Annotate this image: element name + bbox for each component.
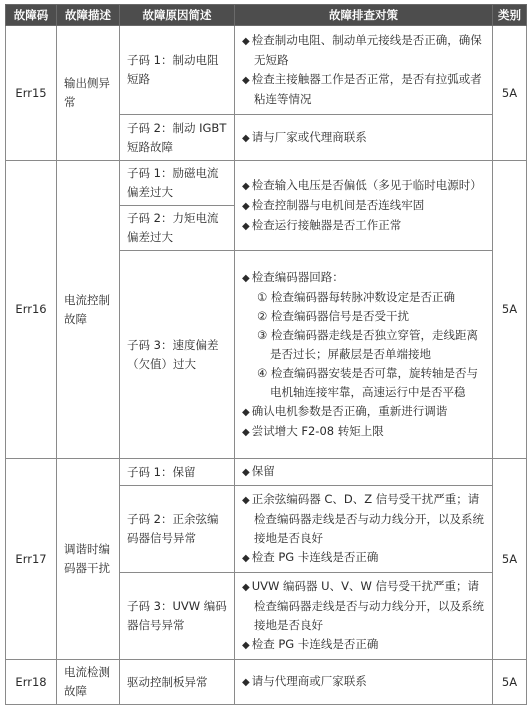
header-row — [6, 5, 527, 26]
fault-cause: 驱动控制板异常 — [120, 660, 235, 705]
bullet-icon: ◆ — [242, 582, 250, 593]
solution-subline: ④ 检查编码器安装是否可靠，旋转轴是否与电机轴连接牢靠，高速运行中是否平稳 — [257, 365, 478, 399]
solution-line: ◆ 检查输入电压是否偏低（多见于临时电源时） — [242, 177, 482, 192]
fault-code: Err18 — [6, 660, 57, 705]
bullet-icon: ◆ — [242, 36, 250, 47]
fault-table-container — [5, 4, 527, 705]
fault-cause: 子码 3：UVW 编码器信号异常 — [120, 573, 235, 660]
bullet-icon: ◆ — [242, 272, 250, 284]
bullet-icon: ◆ — [242, 406, 250, 418]
fault-desc: 电流控制故障 — [57, 161, 120, 459]
fault-category: 5A — [493, 26, 527, 161]
fault-desc: 调谐时编码器干扰 — [57, 459, 120, 660]
solution-line: ◆ 确认电机参数是否正确，重新进行调谐 — [242, 403, 448, 418]
fault-solution — [235, 251, 493, 459]
fault-solution — [235, 486, 493, 573]
solution-subline: ① 检查编码器每转脉冲数设定是否正确 — [257, 289, 455, 304]
fault-category: 5A — [493, 459, 527, 660]
solution-line: ◆ 请与代理商或厂家联系 — [242, 674, 367, 688]
solution-line: ◆ 正余弦编码器 C、D、Z 信号受干扰严重；请检查编码器走线是否与动力线分开，以及系统接地是否良好 — [242, 492, 484, 545]
header-desc: 故障描述 — [57, 5, 120, 26]
header-solution: 故障排查对策 — [235, 5, 493, 26]
bullet-icon: ◆ — [242, 200, 250, 212]
solution-subline: ③ 检查编码器走线是否独立穿管，走线距离是否过长；屏蔽层是否单端接地 — [257, 327, 478, 361]
bullet-icon: ◆ — [242, 677, 250, 688]
fault-cause: 子码 2：正余弦编码器信号异常 — [120, 486, 235, 573]
bullet-icon: ◆ — [242, 495, 250, 506]
solution-line: ◆ 检查 PG 卡连线是否正确 — [242, 637, 379, 651]
solution-line: ◆ 检查编码器回路： — [242, 269, 344, 284]
table-row — [6, 161, 527, 206]
fault-solution — [235, 26, 493, 115]
solution-line: ◆ 检查控制器与电机间是否连线牢固 — [242, 197, 425, 212]
fault-solution — [235, 459, 493, 486]
solution-line: ◆ UVW 编码器 U、V、W 信号受干扰严重；请检查编码器走线是否与动力线分开，以及系统接地是否良好 — [242, 579, 484, 632]
bullet-icon: ◆ — [242, 220, 250, 232]
fault-table — [5, 4, 527, 705]
fault-cause: 子码 1：励磁电流偏差过大 — [120, 161, 235, 206]
bullet-icon: ◆ — [242, 426, 250, 438]
fault-solution — [235, 161, 493, 251]
fault-solution — [235, 115, 493, 161]
fault-desc: 输出侧异常 — [57, 26, 120, 161]
header-code: 故障码 — [6, 5, 57, 26]
solution-line: ◆ 检查主接触器工作是否正常，是否有拉弧或者粘连等情况 — [242, 72, 482, 106]
table-row — [6, 660, 527, 705]
bullet-icon: ◆ — [242, 553, 250, 564]
solution-line: ◆ 请与厂家或代理商联系 — [242, 129, 367, 144]
solution-line: ◆ 检查 PG 卡连线是否正确 — [242, 550, 379, 564]
table-row — [6, 459, 527, 486]
fault-solution — [235, 660, 493, 705]
fault-cause: 子码 1：制动电阻短路 — [120, 26, 235, 115]
fault-code: Err17 — [6, 459, 57, 660]
header-cause: 故障原因简述 — [120, 5, 235, 26]
fault-solution — [235, 573, 493, 660]
solution-line: ◆ 保留 — [242, 464, 275, 478]
bullet-icon: ◆ — [242, 132, 250, 144]
solution-line: ◆ 检查运行接触器是否工作正常 — [242, 217, 402, 232]
fault-category: 5A — [493, 660, 527, 705]
solution-line: ◆ 尝试增大 F2-08 转矩上限 — [242, 423, 384, 438]
header-category: 类别 — [493, 5, 527, 26]
bullet-icon: ◆ — [242, 640, 250, 651]
fault-desc: 电流检测故障 — [57, 660, 120, 705]
fault-cause: 子码 2：力矩电流偏差过大 — [120, 206, 235, 251]
bullet-icon: ◆ — [242, 75, 250, 86]
fault-cause: 子码 3：速度偏差（欠值）过大 — [120, 251, 235, 459]
fault-code: Err15 — [6, 26, 57, 161]
fault-category: 5A — [493, 161, 527, 459]
fault-cause: 子码 1：保留 — [120, 459, 235, 486]
table-row — [6, 26, 527, 115]
fault-cause: 子码 2：制动 IGBT 短路故障 — [120, 115, 235, 161]
fault-code: Err16 — [6, 161, 57, 459]
bullet-icon: ◆ — [242, 467, 250, 478]
bullet-icon: ◆ — [242, 180, 250, 192]
solution-subline: ② 检查编码器信号是否受干扰 — [257, 308, 409, 323]
solution-line: ◆ 检查制动电阻、制动单元接线是否正确，确保无短路 — [242, 33, 482, 67]
